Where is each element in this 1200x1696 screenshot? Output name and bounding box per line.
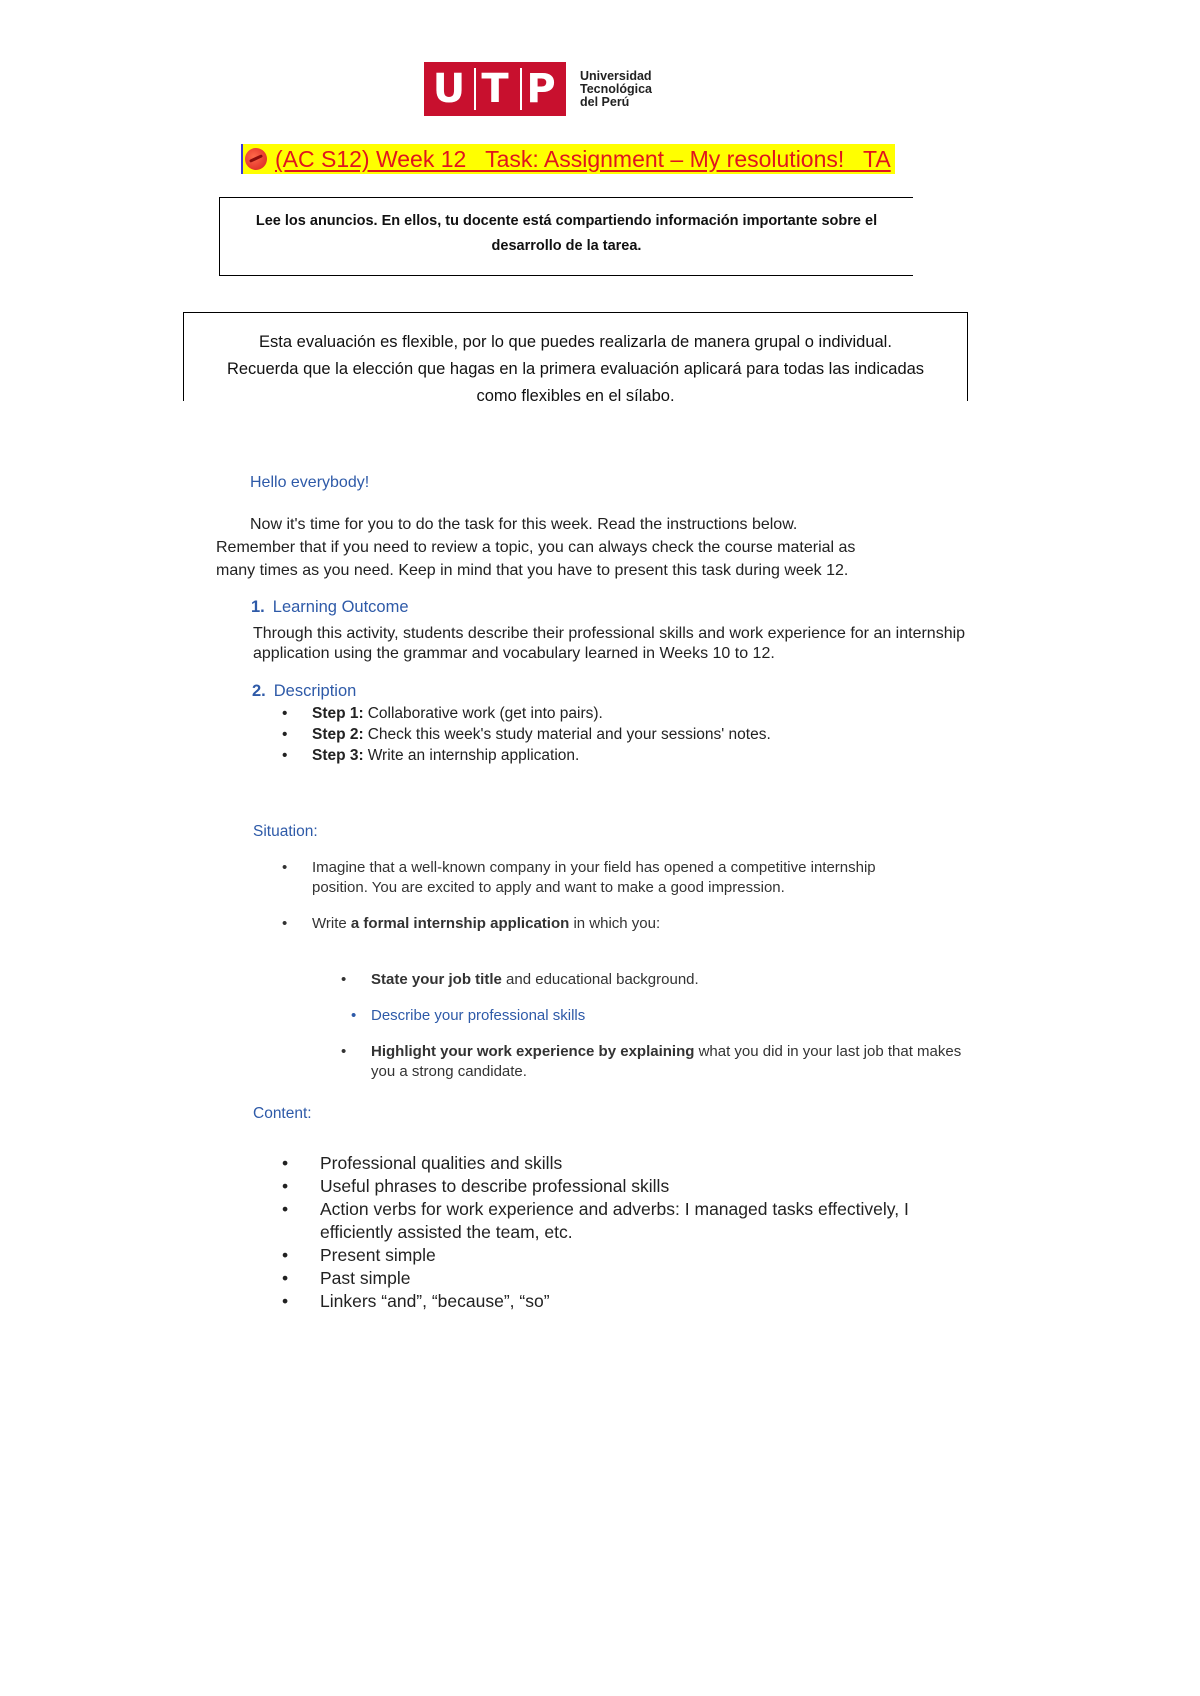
bullet: • [282, 859, 288, 876]
step-label: Step 3: [312, 747, 364, 764]
text-bold: State your job title [371, 971, 502, 988]
bullet: • [282, 1291, 289, 1311]
section-number: 2. [252, 682, 266, 700]
description-heading [252, 682, 356, 701]
logo-wordmark [580, 70, 652, 109]
list-item [282, 1175, 982, 1198]
list-item [282, 703, 771, 724]
text-post: in which you: [569, 915, 661, 932]
text-regular: and educational background. [501, 971, 699, 988]
text-regular: what you did in your last job that makes you a strong candidate. [371, 1043, 962, 1080]
intro-line-1: Now it's time for you to do the task for this week. Read the instructions below. [250, 516, 798, 533]
list-item [282, 1152, 982, 1175]
assignment-title-text: (AC S12) Week 12 Task: Assignment – My resolutions! TA [275, 145, 891, 172]
notice-line-1: Lee los anuncios. En ellos, tu docente está compartiendo información importante sobre el [255, 213, 878, 229]
notice-line-2: desarrollo de la tarea. [491, 238, 642, 254]
logo-letters-box [424, 62, 566, 116]
bullet: • [282, 1199, 289, 1219]
text-pre: Write [312, 915, 351, 932]
list-item [341, 1006, 981, 1026]
flex-line-3: como flexibles en el sílabo. [476, 387, 675, 401]
text-bold: Highlight your work experience by explaining [371, 1043, 695, 1060]
sub-item-text [371, 1042, 981, 1082]
logo-line-3: del Perú [580, 94, 630, 109]
bullet: • [282, 705, 288, 722]
step-text: Write an internship application. [367, 747, 580, 764]
list-item [341, 970, 981, 990]
bullet: • [282, 747, 288, 764]
list-item [282, 745, 771, 766]
greeting: Hello everybody! [250, 474, 370, 491]
bullet: • [282, 1176, 289, 1196]
content-item-text: Linkers “and”, “because”, “so” [320, 1291, 550, 1311]
assignment-title [241, 144, 895, 174]
yarn-ball-icon [245, 148, 267, 170]
learning-outcome-text: Through this activity, students describe their professional skills and work experience for an internship application using the grammar and vocabulary learned in Weeks 10 to 12. [253, 625, 966, 662]
intro-line-2: Remember that if you need to review a topic, you can always check the course material as [216, 539, 856, 556]
list-item [341, 1042, 981, 1082]
situation-list [282, 858, 922, 950]
flexible-evaluation-box [183, 312, 968, 401]
content-heading: Content: [253, 1105, 312, 1122]
list-item [282, 858, 922, 898]
content-list [282, 1152, 982, 1313]
list-item [282, 724, 771, 745]
list-item [282, 1244, 982, 1267]
bullet: • [341, 1043, 347, 1060]
bullet: • [282, 1153, 289, 1173]
section-number: 1. [251, 598, 265, 616]
step-text: Check this week's study material and your sessions' notes. [367, 726, 771, 743]
step-label: Step 2: [312, 726, 364, 743]
intro-line-3: many times as you need. Keep in mind that you have to present this task during week 12. [216, 562, 849, 579]
step-list [282, 703, 771, 766]
content-item-text: Present simple [320, 1245, 436, 1265]
section-title: Description [273, 682, 357, 700]
sub-item-text [371, 970, 699, 990]
section-title: Learning Outcome [272, 598, 409, 616]
situation-text: Imagine that a well-known company in your field has opened a competitive internship position. You are excited to apply and want to make a good impression. [312, 859, 876, 896]
content-item-text: Past simple [320, 1268, 411, 1288]
learning-outcome-heading [251, 598, 409, 617]
text-bold: a formal internship application [350, 915, 570, 932]
content-item-text: Action verbs for work experience and adverbs: I managed tasks effectively, I efficiently assisted the team, etc. [320, 1199, 909, 1242]
logo-line-2: Tecnológica [580, 81, 653, 96]
sub-item-text: Describe your professional skills [371, 1007, 586, 1024]
bullet: • [282, 1245, 289, 1265]
situation-heading: Situation: [253, 823, 318, 840]
bullet: • [282, 726, 288, 743]
list-item [282, 1267, 982, 1290]
list-item [282, 1290, 982, 1313]
content-item-text: Professional qualities and skills [320, 1153, 563, 1173]
logo-letter-p: P [520, 68, 560, 110]
situation-sub-list [341, 970, 981, 1098]
bullet: • [282, 915, 288, 932]
logo-letter-u: U [432, 66, 466, 112]
content-item-text: Useful phrases to describe professional skills [320, 1176, 670, 1196]
situation-instruction [312, 914, 660, 934]
utp-logo [424, 62, 652, 116]
list-item [282, 1198, 982, 1244]
bullet: • [341, 971, 347, 988]
flex-line-1: Esta evaluación es flexible, por lo que puedes realizarla de manera grupal o individual. [259, 333, 892, 351]
logo-letter-t: T [474, 68, 514, 110]
list-item [282, 914, 922, 934]
announcement-notice-box [219, 197, 913, 276]
step-label: Step 1: [312, 705, 364, 722]
logo-line-1: Universidad [580, 68, 652, 83]
bullet: • [282, 1268, 289, 1288]
flex-line-2: Recuerda que la elección que hagas en la primera evaluación aplicará para todas las indicadas [226, 360, 925, 378]
step-text: Collaborative work (get into pairs). [367, 705, 603, 722]
bullet: • [351, 1007, 357, 1024]
